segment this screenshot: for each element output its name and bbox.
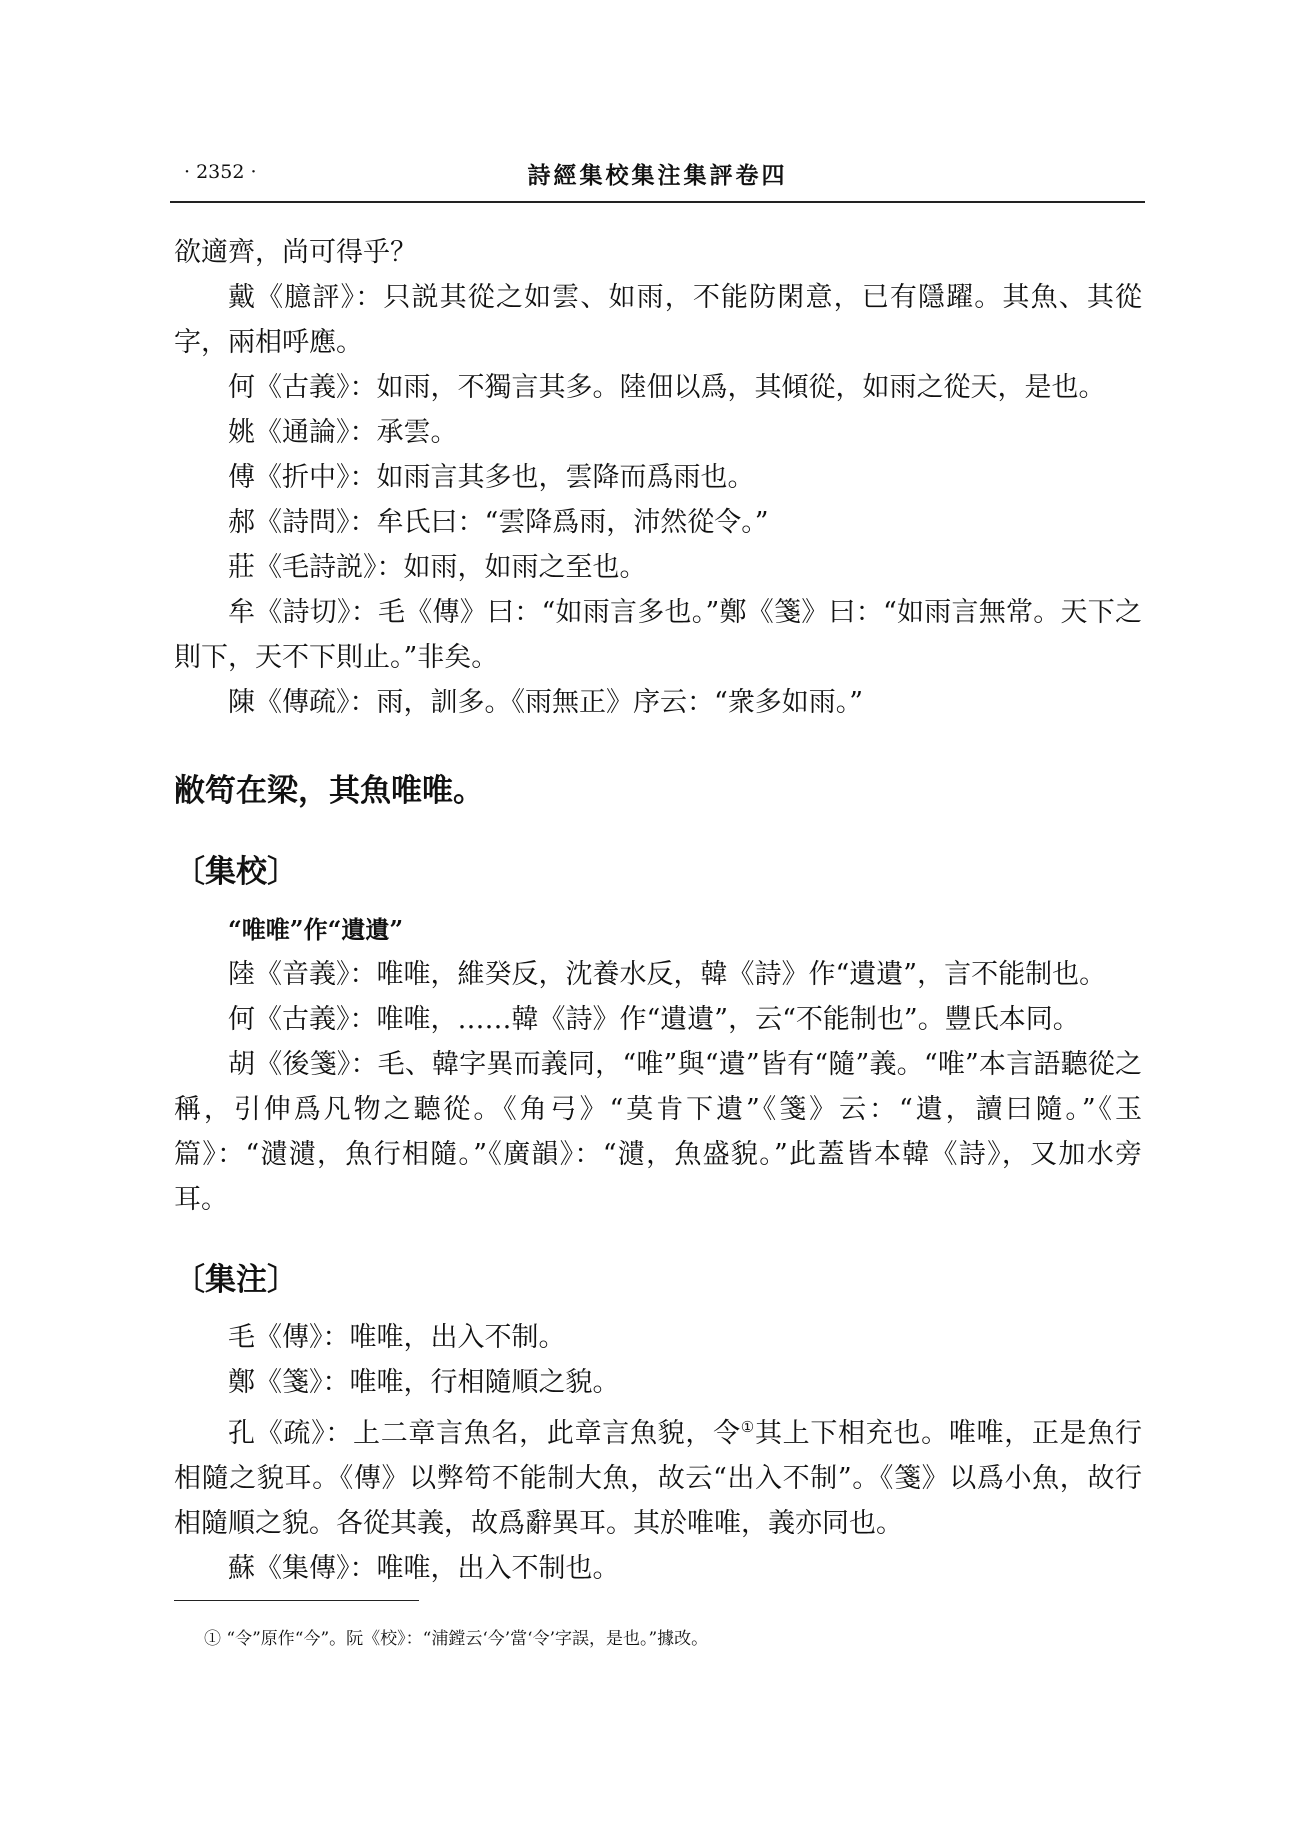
running-title: 詩經集校集注集評卷四 [527, 162, 788, 189]
paragraph: 姚《通論》：承雲。 [228, 417, 458, 448]
section-title-jizhu: 〔集注〕 [174, 1262, 298, 1298]
footnote-marker: ① [204, 1629, 221, 1649]
paragraph: 鄭《箋》：唯唯，行相隨順之貌。 [228, 1367, 620, 1398]
page-number: · 2352 · [184, 161, 257, 183]
paragraph: 陳《傳疏》：雨，訓多。《雨無正》序云：“衆多如雨。” [228, 687, 864, 718]
footnote [204, 1625, 1124, 1653]
verse-heading: 敝笱在梁，其魚唯唯。 [174, 773, 484, 809]
jijiao-subhead: “唯唯”作“遺遺” [228, 915, 404, 944]
paragraph [174, 1405, 1142, 1546]
header-rule [170, 201, 1145, 203]
paragraph: 傅《折中》：如雨言其多也，雲降而爲雨也。 [228, 462, 755, 493]
section-title-jijiao: 〔集校〕 [174, 854, 298, 890]
page-body [174, 230, 1142, 1591]
text-run: 其上下相充也。唯唯，正是魚行相隨之貌耳。《傳》以弊笱不能制大魚，故云“出入不制”。《箋》以爲小魚，故行相隨順之貌。各從其義，故爲辭異耳。其於唯唯，義亦同也。 [174, 1418, 1143, 1539]
page-header [170, 155, 1145, 195]
paragraph: 莊《毛詩説》：如雨，如雨之至也。 [228, 552, 647, 583]
paragraph: 何《古義》：如雨，不獨言其多。陸佃以爲，其傾從，如雨之從天，是也。 [228, 372, 1106, 403]
paragraph: 戴《臆評》：只説其從之如雲、如雨，不能防閑意，已有隱躍。其魚、其從字，兩相呼應。 [174, 282, 1142, 358]
paragraph: 胡《後箋》：毛、韓字異而義同，“唯”與“遺”皆有“隨”義。“唯”本言語聽從之稱，引伸爲凡物之聽從。《角弓》“莫肯下遺”《箋》云：“遺，讀曰隨。”《玉篇》：“瀢瀢，魚行相隨。”《廣韻》：“瀢，魚盛貌。”此蓋皆本韓《詩》，又加水旁耳。 [174, 1049, 1142, 1215]
footnote-rule [174, 1600, 419, 1601]
footnote-reference[interactable]: ① [740, 1418, 755, 1436]
paragraph: 欲適齊，尚可得乎？ [174, 237, 417, 268]
paragraph: 毛《傳》：唯唯，出入不制。 [228, 1322, 566, 1353]
text-run: 孔《疏》：上二章言魚名，此章言魚貌，令 [228, 1418, 741, 1449]
paragraph: 陸《音義》：唯唯，維癸反，沈養水反，韓《詩》作“遺遺”，言不能制也。 [228, 959, 1107, 990]
paragraph: 何《古義》：唯唯，……韓《詩》作“遺遺”，云“不能制也”。豐氏本同。 [228, 1004, 1080, 1035]
paragraph: 郝《詩問》：牟氏曰：“雲降爲雨，沛然從令。” [228, 507, 769, 538]
paragraph: 蘇《集傳》：唯唯，出入不制也。 [228, 1553, 620, 1584]
footnote-text: “令”原作“今”。阮《校》：“浦鏜云‘今’當‘令’字誤，是也。”據改。 [226, 1629, 709, 1649]
paragraph: 牟《詩切》：毛《傳》曰：“如雨言多也。”鄭《箋》曰：“如雨言無常。天下之則下，天不下則止。”非矣。 [174, 597, 1142, 673]
